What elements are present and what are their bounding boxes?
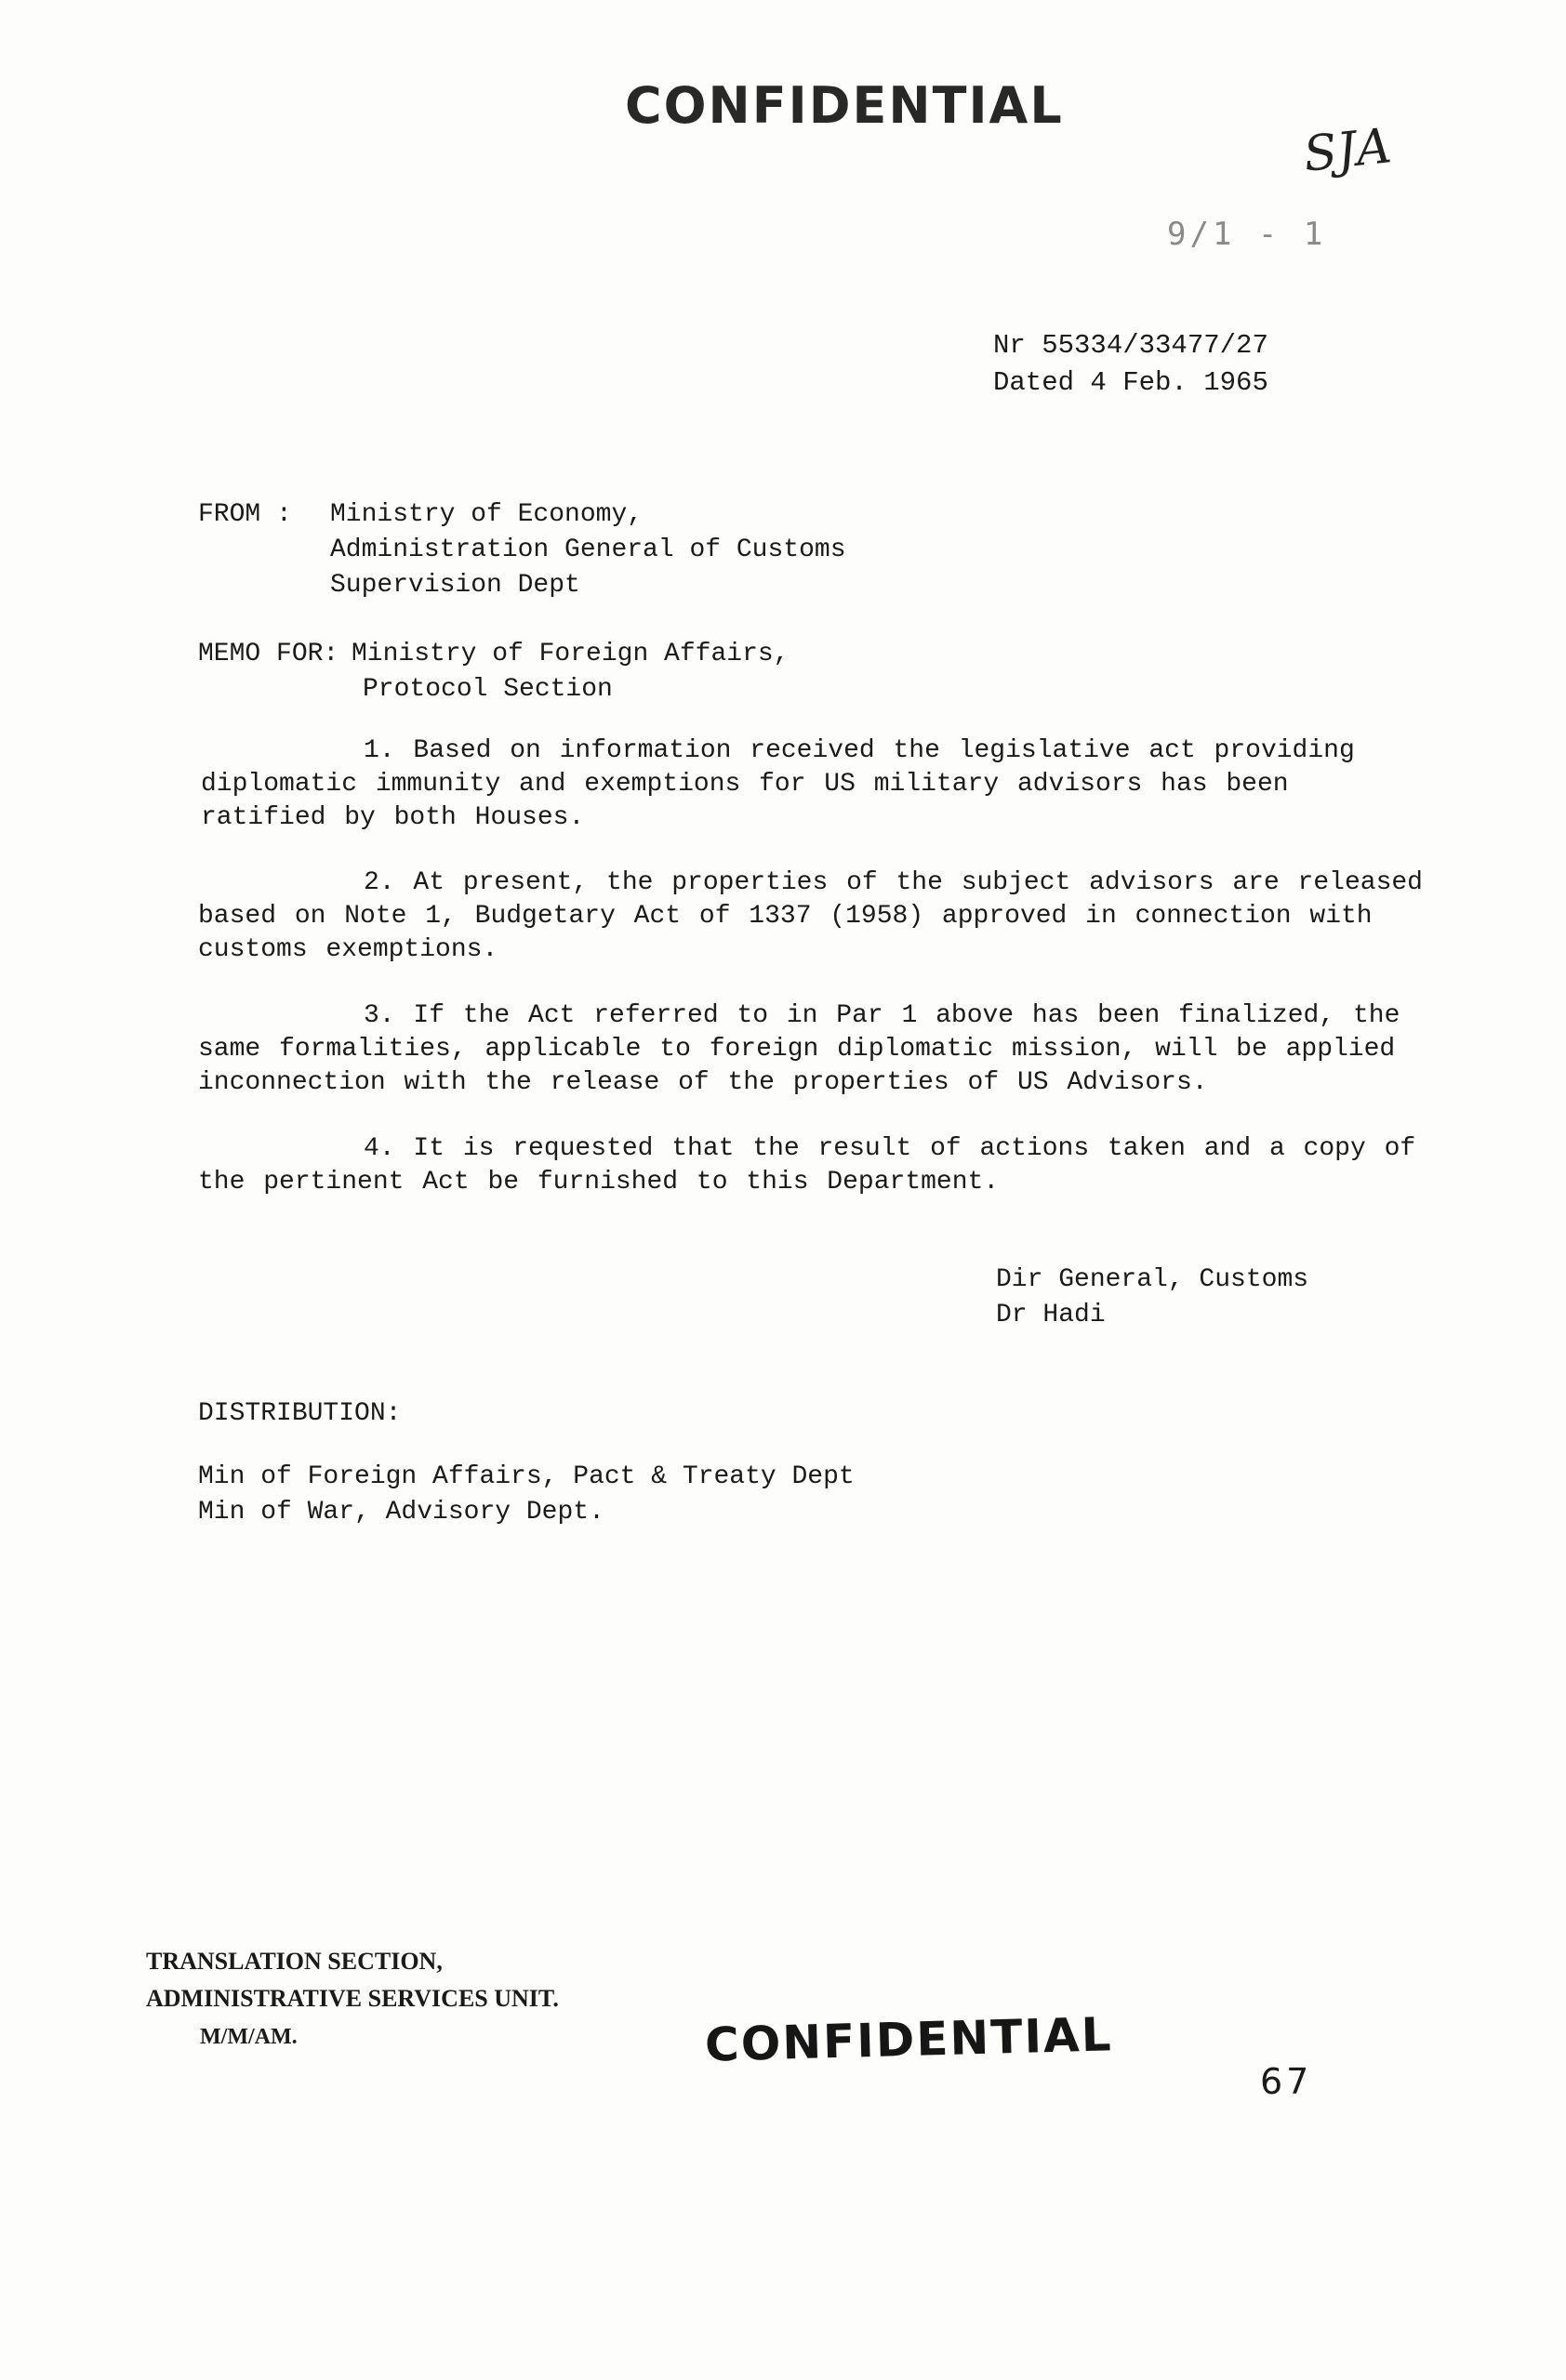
memo-for-label: MEMO FOR: (198, 640, 339, 668)
paragraph-3: 3. If the Act referred to in Par 1 above has been finalized, the same formalities, applicable to foreign diplomatic mission, will be applied inconnection with the release of the properties of US Advisors. (198, 1001, 1400, 1097)
memo-for-line-2: Protocol Section (363, 675, 613, 704)
page-number: 67 (1260, 2061, 1313, 2102)
paragraph-2: 2. At present, the properties of the subject advisors are released based on Note 1, Budgetary Act of 1337 (1958) approved in connection with customs exemptions. (198, 868, 1423, 964)
translation-section-label: TRANSLATION SECTION, (146, 1948, 443, 1975)
from-line-3: Supervision Dept (330, 571, 580, 600)
faint-mark: 9/1 - 1 (1167, 216, 1327, 253)
signature-title: Dir General, Customs (996, 1265, 1309, 1294)
distribution-list (198, 1460, 855, 1530)
from-label: FROM : (198, 500, 292, 529)
initials: M/M/AM. (200, 2025, 298, 2049)
reference-block (993, 327, 1268, 402)
memo-for-line-1: Ministry of Foreign Affairs, (352, 640, 790, 668)
confidential-stamp-bottom: CONFIDENTIAL (704, 2007, 1114, 2072)
admin-unit-label: ADMINISTRATIVE SERVICES UNIT. (146, 1985, 559, 2012)
from-line-1: Ministry of Economy, (330, 500, 644, 529)
paragraph-1: 1. Based on information received the legislative act providing diplomatic immunity and exemptions for US military advisors has been ratified by both Houses. (201, 736, 1355, 832)
date-line: Dated 4 Feb. 1965 (993, 367, 1268, 398)
paragraph-4: 4. It is requested that the result of actions taken and a copy of the pertinent Act be furnished to this Department. (198, 1134, 1416, 1197)
from-line-2: Administration General of Customs (330, 536, 846, 564)
reference-number: Nr 55334/33477/27 (993, 330, 1268, 361)
distribution-heading: DISTRIBUTION: (198, 1399, 402, 1428)
distribution-item: Min of War, Advisory Dept. (198, 1498, 604, 1527)
signature-block (996, 1263, 1308, 1333)
handwritten-mark: SJA (1301, 118, 1394, 183)
translation-block (146, 1943, 559, 2017)
distribution-item: Min of Foreign Affairs, Pact & Treaty Dept (198, 1462, 855, 1491)
confidential-stamp-top: CONFIDENTIAL (625, 76, 1064, 135)
signature-name: Dr Hadi (996, 1301, 1106, 1329)
